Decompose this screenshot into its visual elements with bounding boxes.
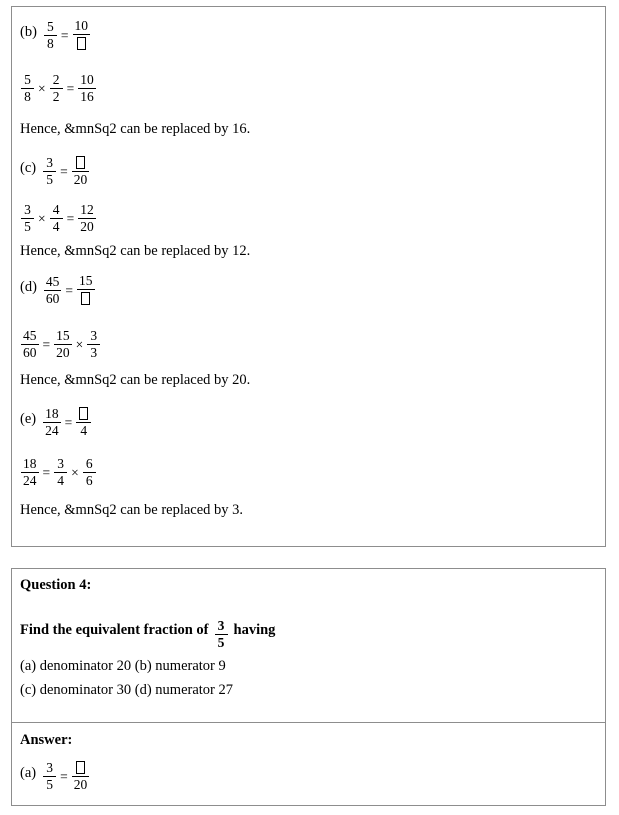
numerator: 18 <box>45 406 59 421</box>
solution-item-d-conclusion: Hence, &mnSq2 can be replaced by 20. <box>20 372 251 388</box>
numerator <box>76 406 91 421</box>
fraction-right <box>71 760 91 792</box>
equation-d <box>43 274 96 306</box>
denominator: 5 <box>24 218 31 234</box>
question-prompt-before: Find the equivalent fraction of <box>20 622 209 638</box>
multiply-sign: × <box>38 210 46 226</box>
denominator: 5 <box>46 776 53 792</box>
denominator: 2 <box>52 88 60 104</box>
question-prompt-after: having <box>233 622 276 638</box>
numerator: 3 <box>46 760 53 775</box>
denominator: 20 <box>56 344 70 360</box>
fraction <box>214 619 229 650</box>
numerator: 3 <box>46 155 53 170</box>
multiply-sign: × <box>38 80 46 96</box>
denominator: 20 <box>73 777 88 793</box>
denominator: 60 <box>23 344 37 360</box>
denominator: 24 <box>23 472 37 488</box>
fraction-left-d <box>43 275 63 306</box>
denominator: 4 <box>57 472 64 488</box>
numerator: 10 <box>80 72 94 87</box>
numerator: 5 <box>24 72 31 87</box>
fraction-right-d <box>76 274 96 306</box>
denominator: 5 <box>46 171 53 187</box>
denominator: 24 <box>45 422 59 438</box>
equation-b <box>43 19 91 51</box>
question-options-line-1: (a) denominator 20 (b) numerator 9 <box>20 658 226 674</box>
fraction-left-b <box>43 20 58 51</box>
empty-square-box-icon <box>81 292 90 305</box>
solution-item-d-problem <box>20 273 96 311</box>
numerator: 6 <box>85 456 93 471</box>
fraction-right-e <box>75 406 92 438</box>
equals-sign: = <box>60 27 69 43</box>
answer-item-a <box>20 760 90 797</box>
question-box <box>11 568 606 723</box>
fraction-b <box>49 73 64 104</box>
fraction-left <box>42 761 57 792</box>
question-prompt-fraction <box>214 619 229 650</box>
working-b <box>20 73 97 104</box>
equals-sign: = <box>66 80 75 96</box>
denominator: 4 <box>80 423 88 439</box>
item-label-d: (d) <box>20 279 37 295</box>
multiply-sign: × <box>71 464 79 480</box>
denominator: 8 <box>47 35 54 51</box>
fraction-a <box>20 73 35 104</box>
numerator: 3 <box>90 328 98 343</box>
fraction-c <box>86 329 101 360</box>
denominator: 5 <box>217 634 225 650</box>
fraction-a <box>20 203 35 234</box>
question-prompt <box>20 618 276 654</box>
multiply-sign: × <box>75 336 84 352</box>
equals-sign: = <box>60 163 68 179</box>
solution-item-b-problem <box>20 18 91 56</box>
fraction-left-e <box>42 407 62 438</box>
empty-square-box-icon <box>77 37 86 50</box>
solution-item-e-conclusion: Hence, &mnSq2 can be replaced by 3. <box>20 502 244 518</box>
numerator: 18 <box>23 456 37 471</box>
numerator: 2 <box>52 72 60 87</box>
numerator: 4 <box>52 202 60 217</box>
item-label-b: (b) <box>20 24 37 40</box>
denominator: 4 <box>52 218 60 234</box>
fraction-c <box>82 457 97 488</box>
numerator: 15 <box>56 328 70 343</box>
numerator: 10 <box>74 18 89 34</box>
equals-sign: = <box>66 210 75 226</box>
fraction-right-b <box>72 19 92 51</box>
fraction-a <box>20 457 40 488</box>
fraction-right-c <box>71 155 91 187</box>
equals-sign: = <box>65 282 74 298</box>
numerator: 3 <box>57 456 64 471</box>
solution-item-c-conclusion: Hence, &mnSq2 can be replaced by 12. <box>20 243 251 259</box>
solution-item-e-problem <box>20 406 92 443</box>
fraction-bar <box>73 34 91 35</box>
solution-item-c-problem <box>20 155 90 192</box>
fraction-b <box>53 457 68 488</box>
equals-sign: = <box>42 464 51 480</box>
empty-square-box-icon <box>79 407 88 420</box>
equals-sign: = <box>42 336 51 352</box>
denominator: 6 <box>85 472 93 488</box>
denominator: 60 <box>45 290 60 306</box>
numerator: 45 <box>23 328 37 343</box>
working-e <box>20 457 97 488</box>
answer-equation-a <box>42 760 90 792</box>
fraction-c <box>77 203 97 234</box>
denominator <box>78 291 93 306</box>
numerator <box>73 760 88 775</box>
numerator: 3 <box>217 618 225 633</box>
solution-item-b-conclusion: Hence, &mnSq2 can be replaced by 16. <box>20 121 251 137</box>
denominator <box>74 36 89 51</box>
fraction-bar <box>77 289 95 290</box>
denominator: 3 <box>90 344 98 360</box>
numerator: 12 <box>80 202 94 217</box>
solution-item-c-work <box>20 203 97 234</box>
denominator: 20 <box>80 218 94 234</box>
denominator: 8 <box>24 88 31 104</box>
answer-box <box>11 722 606 806</box>
answer-item-label-a: (a) <box>20 765 37 781</box>
denominator: 16 <box>80 88 94 104</box>
numerator: 45 <box>45 274 60 289</box>
fraction-b <box>53 329 73 360</box>
equals-sign: = <box>64 414 73 430</box>
solution-box <box>11 6 606 547</box>
equals-sign: = <box>60 768 68 784</box>
denominator: 20 <box>73 172 88 188</box>
fraction-left-c <box>42 156 57 187</box>
working-d <box>20 329 101 360</box>
equation-c <box>42 155 90 187</box>
solution-item-e-work <box>20 457 97 488</box>
solution-item-d-work <box>20 329 101 360</box>
numerator <box>73 155 88 170</box>
fraction-c <box>77 73 97 104</box>
fraction-b <box>49 203 64 234</box>
working-c <box>20 203 97 234</box>
question-options-line-2: (c) denominator 30 (d) numerator 27 <box>20 682 233 698</box>
item-label-e: (e) <box>20 411 37 427</box>
question-heading: Question 4: <box>20 577 92 593</box>
equation-e <box>42 406 92 438</box>
numerator: 3 <box>24 202 31 217</box>
answer-heading: Answer: <box>20 732 73 748</box>
numerator: 5 <box>47 19 54 34</box>
empty-square-box-icon <box>76 761 85 774</box>
numerator: 15 <box>79 273 93 289</box>
fraction-a <box>20 329 40 360</box>
item-label-c: (c) <box>20 160 37 176</box>
empty-square-box-icon <box>76 156 85 169</box>
solution-item-b-work <box>20 73 97 104</box>
